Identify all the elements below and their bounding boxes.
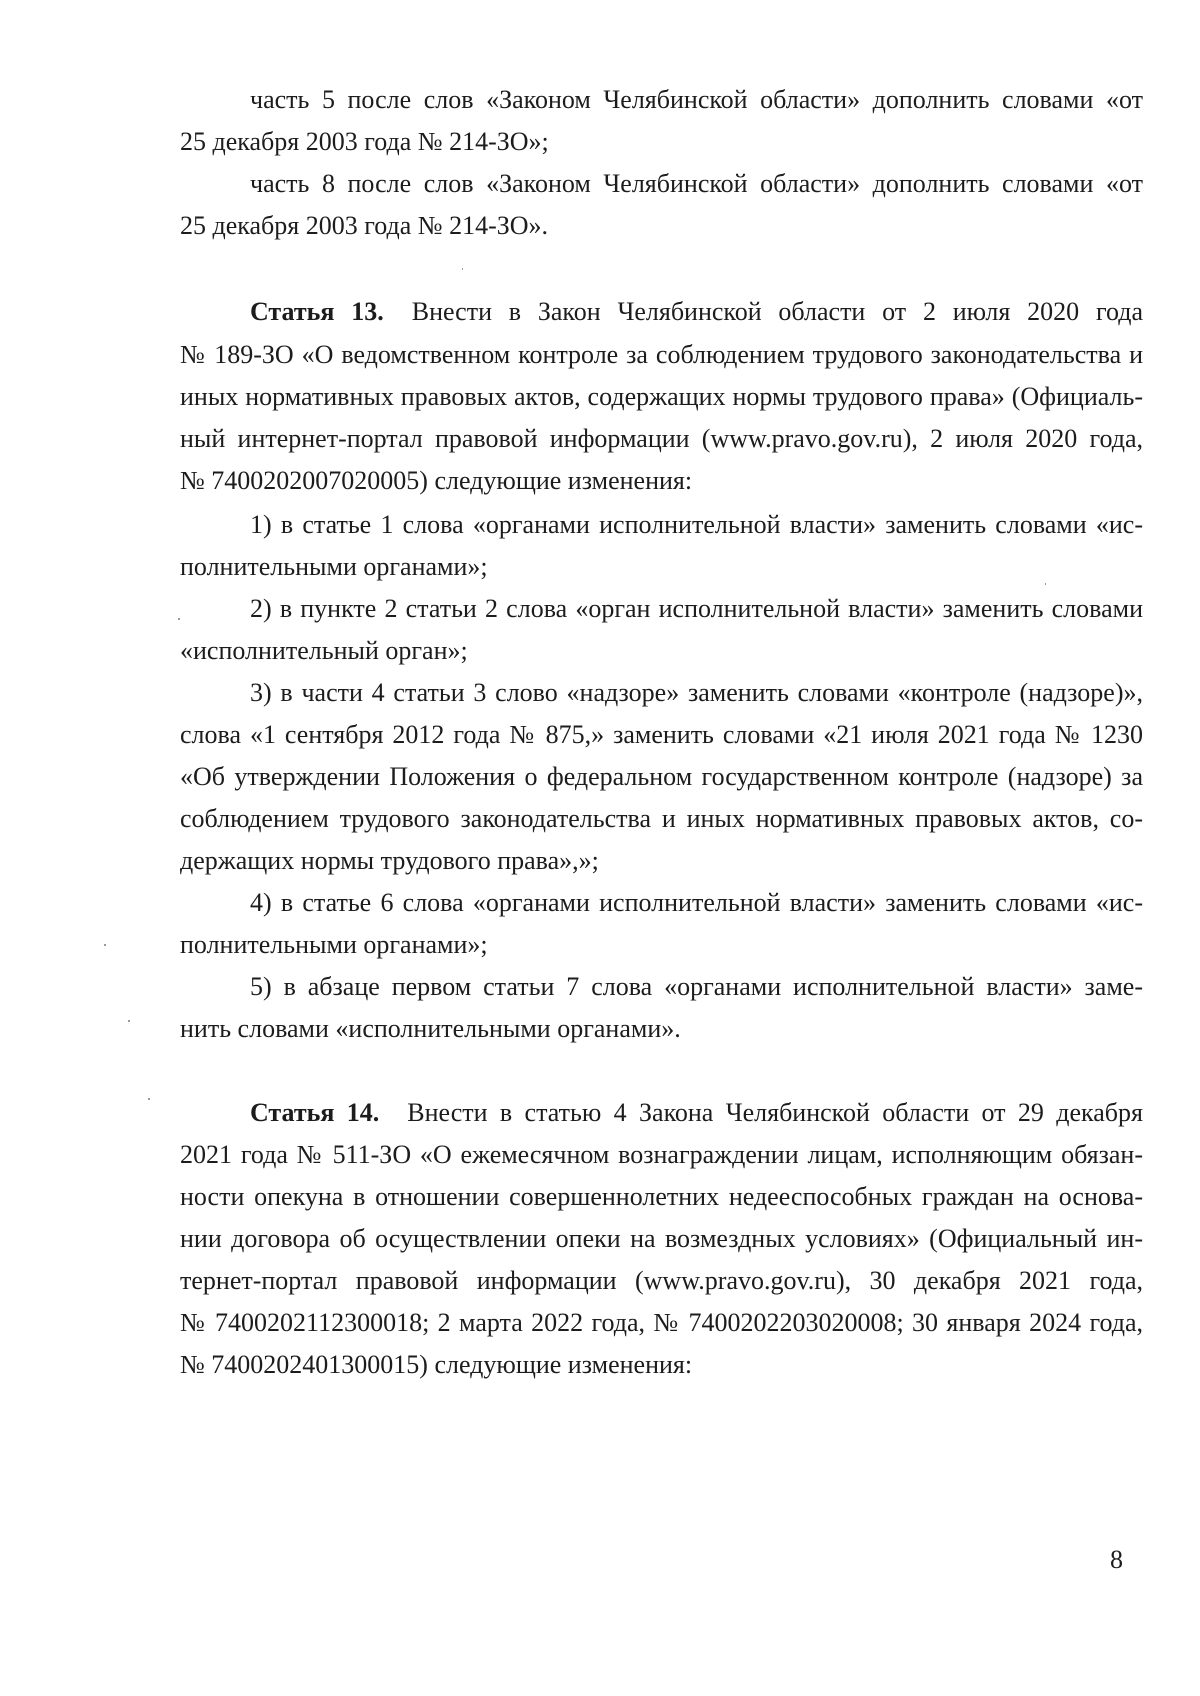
- article-14-line: тернет-портал правовой информации (www.pravo.gov.ru), 30 декабря 2021 года,: [180, 1266, 1143, 1295]
- scan-speck: [178, 618, 180, 620]
- article-13-item: 3) в части 4 статьи 3 слово «надзоре» заменить словами «контроле (надзоре)»,: [250, 678, 1143, 707]
- article-13-line: «исполнительный орган»;: [180, 636, 468, 665]
- article-14-line: ности опекуна в отношении совершеннолетних недееспособных граждан на основа-: [180, 1182, 1143, 1211]
- article-14-first-text: Внести в статью 4 Закона Челябинской области от 29 декабря: [407, 1098, 1143, 1127]
- scan-speck: [104, 944, 106, 946]
- article-13-line: слова «1 сентября 2012 года № 875,» заменить словами «21 июля 2021 года № 1230: [180, 720, 1143, 749]
- article-13-first-text: Внести в Закон Челябинской области от 2 июля 2020 года: [411, 297, 1143, 326]
- article-13-heading: Статья 13.: [250, 297, 384, 326]
- scan-speck: [462, 268, 463, 270]
- article-13-item: 2) в пункте 2 статьи 2 слова «орган исполнительной власти» заменить словами: [250, 594, 1143, 623]
- article-14-heading: Статья 14.: [250, 1098, 380, 1127]
- scan-speck: [1045, 583, 1046, 585]
- intro-line: часть 8 после слов «Законом Челябинской области» дополнить словами «от: [250, 169, 1143, 198]
- page-number: 8: [1110, 1545, 1123, 1574]
- scan-speck: [148, 1098, 150, 1100]
- article-14-first-line: [250, 1097, 1143, 1129]
- article-13-line: нить словами «исполнительными органами».: [180, 1014, 681, 1043]
- article-13-line: № 189-ЗО «О ведомственном контроле за соблюдением трудового законодательства и: [180, 340, 1143, 369]
- article-13-item: 1) в статье 1 слова «органами исполнительной власти» заменить словами «ис-: [250, 510, 1143, 539]
- article-14-line: № 7400202112300018; 2 марта 2022 года, № 7400202203020008; 30 января 2024 года,: [180, 1308, 1143, 1337]
- article-14-line: нии договора об осуществлении опеки на возмездных условиях» (Официальный ин-: [180, 1224, 1143, 1253]
- article-13-line: полнительными органами»;: [180, 552, 488, 581]
- article-13-line: № 7400202007020005) следующие изменения:: [180, 466, 693, 495]
- intro-line: 25 декабря 2003 года № 214-ЗО»;: [180, 127, 549, 156]
- scan-speck: [128, 1020, 130, 1022]
- article-13-line: ный интернет-портал правовой информации (www.pravo.gov.ru), 2 июля 2020 года,: [180, 424, 1143, 453]
- article-13-line: соблюдением трудового законодательства и иных нормативных правовых актов, со-: [180, 804, 1143, 833]
- intro-line: 25 декабря 2003 года № 214-ЗО».: [180, 211, 549, 240]
- article-13-item: 5) в абзаце первом статьи 7 слова «органами исполнительной власти» заме-: [250, 972, 1143, 1001]
- intro-line: часть 5 после слов «Законом Челябинской области» дополнить словами «от: [250, 85, 1143, 114]
- article-13-item: 4) в статье 6 слова «органами исполнительной власти» заменить словами «ис-: [250, 888, 1143, 917]
- article-13-first-line: [250, 296, 1143, 328]
- article-14-line: 2021 года № 511-ЗО «О ежемесячном вознаграждении лицам, исполняющим обязан-: [180, 1140, 1143, 1169]
- article-13-line: «Об утверждении Положения о федеральном государственном контроле (надзоре) за: [180, 762, 1143, 791]
- article-14-line: № 7400202401300015) следующие изменения:: [180, 1350, 693, 1379]
- article-13-line: полнительными органами»;: [180, 930, 488, 959]
- article-13-line: иных нормативных правовых актов, содержащих нормы трудового права» (Официаль-: [180, 382, 1143, 411]
- article-13-line: держащих нормы трудового права»,»;: [180, 846, 599, 875]
